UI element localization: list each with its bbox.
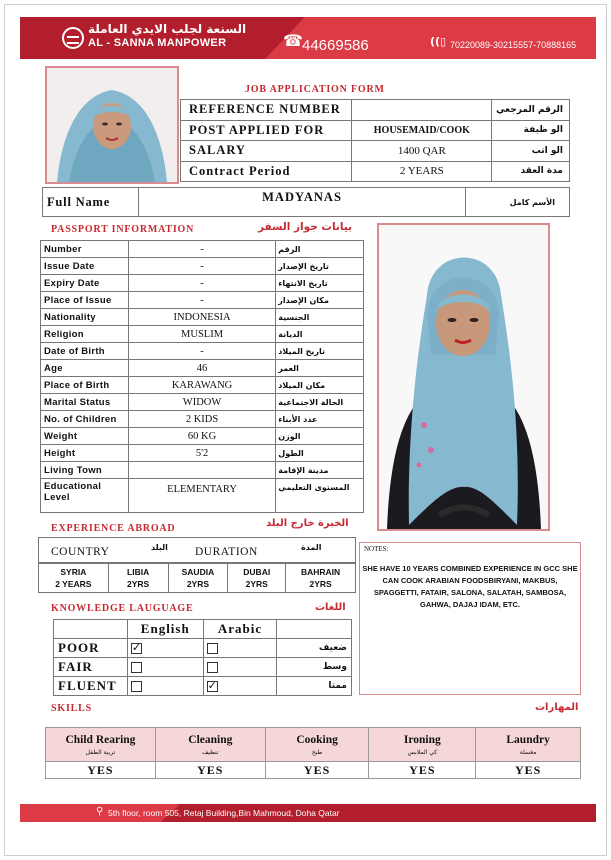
table-row xyxy=(41,343,364,360)
notes-label: NOTES: xyxy=(364,545,389,553)
header-banner xyxy=(20,17,596,59)
pp-label: No. of Children xyxy=(41,411,129,428)
contract-value: 2 YEARS xyxy=(352,161,492,182)
level-label-ar: وسط xyxy=(277,658,352,677)
pp-label: Religion xyxy=(41,326,129,343)
skills-title-ar: المهارات xyxy=(535,702,579,713)
table-row xyxy=(41,377,364,394)
pp-value: 46 xyxy=(128,360,275,377)
pp-label: Educational Level xyxy=(41,479,129,513)
pp-value: - xyxy=(128,275,275,292)
applicant-photo-full xyxy=(377,223,550,531)
skill-name: Child Rearing xyxy=(65,733,136,746)
applicant-photo-small xyxy=(45,66,179,184)
pp-value: KARAWANG xyxy=(128,377,275,394)
pp-value: - xyxy=(128,258,275,275)
language-title: KNOWLEDGE LAUGUAGE xyxy=(51,603,194,614)
table-row xyxy=(41,258,364,275)
logo-arabic: السنعة لجلب الايدي العاملة xyxy=(88,22,247,36)
country-label-ar: البلد xyxy=(151,543,168,552)
level-label: POOR xyxy=(54,639,128,658)
table-row xyxy=(41,394,364,411)
pp-value: 60 KG xyxy=(128,428,275,445)
pp-label: Place of Birth xyxy=(41,377,129,394)
pp-label-ar: الوزن xyxy=(276,428,364,445)
english-cell xyxy=(127,658,203,677)
skill-name-ar: كي الملابس xyxy=(407,748,438,756)
table-row xyxy=(181,100,570,121)
experience-years: 2YRS xyxy=(309,579,332,589)
pp-value xyxy=(128,462,275,479)
table-row xyxy=(46,762,581,779)
pp-value: ELEMENTARY xyxy=(128,479,275,513)
experience-country: SYRIA xyxy=(60,567,87,577)
pp-value: MUSLIM xyxy=(128,326,275,343)
full-name-table xyxy=(42,187,570,217)
salary-label: SALARY xyxy=(181,141,352,162)
notes-text: SHE HAVE 10 YEARS COMBINED EXPERIENCE IN GCC SHE CAN COOK ARABIAN FOODSBIRYANI, MAKBUS, SPAGGETTI, FATAIR, SALONA, SALATAH, SAMBOSA, GAHWA, DAJAJ IDAM, ETC. xyxy=(362,564,578,609)
pp-label-ar: تاريخ الميلاد xyxy=(276,343,364,360)
skill-value: YES xyxy=(369,762,476,779)
checkbox-icon[interactable] xyxy=(131,681,142,692)
passport-table xyxy=(40,240,364,513)
pp-label: Nationality xyxy=(41,309,129,326)
table-row xyxy=(181,141,570,162)
arabic-cell xyxy=(203,658,277,677)
salary-value: 1400 QAR xyxy=(352,141,492,162)
skill-name: Laundry xyxy=(506,733,550,746)
table-row xyxy=(46,728,581,762)
pp-value: - xyxy=(128,292,275,309)
table-row xyxy=(41,411,364,428)
experience-country: BAHRAIN xyxy=(300,567,341,577)
english-cell xyxy=(127,639,203,658)
full-name-label-ar: الأسم كامل xyxy=(466,188,570,217)
table-row xyxy=(41,326,364,343)
checkbox-icon[interactable] xyxy=(207,662,218,673)
skill-name: Cooking xyxy=(296,733,338,746)
mobile-numbers: 70220089-30215557-70888165 xyxy=(450,40,577,50)
pp-label: Date of Birth xyxy=(41,343,129,360)
table-row xyxy=(54,677,352,696)
experience-years: 2YRS xyxy=(245,579,268,589)
mobile-icon: ((▯ xyxy=(430,35,447,48)
level-label: FAIR xyxy=(54,658,128,677)
table-row xyxy=(41,462,364,479)
pp-label: Living Town xyxy=(41,462,129,479)
pp-label-ar: المستوى التعليمي xyxy=(276,479,364,513)
post-value: HOUSEMAID/COOK xyxy=(352,120,492,141)
table-row xyxy=(41,479,364,513)
checkbox-checked-icon[interactable] xyxy=(207,681,218,692)
contract-label: Contract Period xyxy=(181,161,352,182)
arabic-header: Arabic xyxy=(203,620,277,639)
table-row xyxy=(41,292,364,309)
skill-name-ar: طبخ xyxy=(311,748,323,756)
phone-icon: ☎ xyxy=(283,31,303,50)
skill-name: Cleaning xyxy=(188,733,233,746)
pp-label-ar: تاريخ الإصدار xyxy=(276,258,364,275)
table-row xyxy=(54,639,352,658)
location-pin-icon: ⚲ xyxy=(96,806,104,817)
experience-cell xyxy=(228,564,286,593)
pp-label-ar: عدد الأبناء xyxy=(276,411,364,428)
experience-years: 2YRS xyxy=(186,579,210,589)
full-name-value: MADYANAS xyxy=(138,188,465,217)
pp-value: INDONESIA xyxy=(128,309,275,326)
skill-header xyxy=(476,728,581,762)
pp-label-ar: تاريخ الانتهاء xyxy=(276,275,364,292)
experience-cell xyxy=(286,564,356,593)
pp-label-ar: الطول xyxy=(276,445,364,462)
experience-header xyxy=(38,537,356,563)
language-table xyxy=(53,619,352,696)
experience-table xyxy=(38,563,356,593)
experience-country: SAUDIA xyxy=(181,567,215,577)
pp-value: 2 KIDS xyxy=(128,411,275,428)
table-row xyxy=(41,428,364,445)
pp-label-ar: الجنسية xyxy=(276,309,364,326)
pp-label: Height xyxy=(41,445,129,462)
level-label: FLUENT xyxy=(54,677,128,696)
pp-label: Issue Date xyxy=(41,258,129,275)
pp-label: Place of Issue xyxy=(41,292,129,309)
table-row xyxy=(181,161,570,182)
skill-value: YES xyxy=(265,762,369,779)
experience-title-ar: الخبرة خارج البلد xyxy=(266,518,349,529)
ref-label: REFERENCE NUMBER xyxy=(181,100,352,121)
skill-header xyxy=(155,728,265,762)
language-corner xyxy=(54,620,128,639)
experience-cell xyxy=(168,564,228,593)
skill-name-ar: تنظيف xyxy=(202,748,219,756)
pp-value: WIDOW xyxy=(128,394,275,411)
post-label: POST APPLIED FOR xyxy=(181,120,352,141)
logo-english: AL - SANNA MANPOWER xyxy=(88,37,227,49)
phone-number: 44669586 xyxy=(302,37,369,54)
footer-address: 5th floor, room 505, Retaj Building,Bin Mahmoud, Doha Qatar xyxy=(108,808,340,818)
globe-logo-icon xyxy=(62,27,84,49)
english-cell xyxy=(127,677,203,696)
level-label-ar: ممتا xyxy=(277,677,352,696)
pp-label: Expiry Date xyxy=(41,275,129,292)
skill-header xyxy=(369,728,476,762)
pp-label: Number xyxy=(41,241,129,258)
checkbox-icon[interactable] xyxy=(207,643,218,654)
duration-label: DURATION xyxy=(195,546,258,558)
table-row xyxy=(41,445,364,462)
table-row xyxy=(41,241,364,258)
skill-value: YES xyxy=(476,762,581,779)
pp-label-ar: مكان الإصدار xyxy=(276,292,364,309)
experience-years: 2 YEARS xyxy=(55,579,92,589)
table-row xyxy=(41,360,364,377)
pp-label: Age xyxy=(41,360,129,377)
arabic-cell xyxy=(203,639,277,658)
experience-country: DUBAI xyxy=(243,567,271,577)
reference-table xyxy=(180,99,570,182)
country-label: COUNTRY xyxy=(51,546,110,558)
passport-title-ar: بيانات جواز السفر xyxy=(258,221,353,233)
skills-table xyxy=(45,727,581,779)
passport-title: PASSPORT INFORMATION xyxy=(51,224,195,235)
experience-cell xyxy=(39,564,109,593)
experience-years: 2YRS xyxy=(127,579,150,589)
pp-label: Marital Status xyxy=(41,394,129,411)
table-row xyxy=(43,188,570,217)
checkbox-icon[interactable] xyxy=(131,662,142,673)
post-label-ar: الو ظيفة xyxy=(492,120,570,141)
experience-country: LIBIA xyxy=(127,567,150,577)
form-title: JOB APPLICATION FORM xyxy=(245,84,385,95)
skill-name-ar: مغسلة xyxy=(519,748,537,756)
salary-label-ar: الو اتب xyxy=(492,141,570,162)
duration-label-ar: المدة xyxy=(301,543,322,552)
table-row xyxy=(41,275,364,292)
pp-value: - xyxy=(128,343,275,360)
ref-label-ar: الرقم المرجعي xyxy=(492,100,570,121)
experience-cell xyxy=(108,564,168,593)
ref-value xyxy=(352,100,492,121)
checkbox-checked-icon[interactable] xyxy=(131,643,142,654)
pp-value: - xyxy=(128,241,275,258)
contract-label-ar: مدة العقد xyxy=(492,161,570,182)
pp-value: 5'2 xyxy=(128,445,275,462)
arabic-cell xyxy=(203,677,277,696)
full-name-label: Full Name xyxy=(43,188,139,217)
skill-value: YES xyxy=(155,762,265,779)
english-header: English xyxy=(127,620,203,639)
table-row xyxy=(181,120,570,141)
table-row xyxy=(54,620,352,639)
table-row xyxy=(39,564,356,593)
skills-title: SKILLS xyxy=(51,703,92,714)
table-row xyxy=(41,309,364,326)
pp-label-ar: مدينة الإقامة xyxy=(276,462,364,479)
experience-title: EXPERIENCE ABROAD xyxy=(51,523,176,534)
language-title-ar: اللغات xyxy=(315,602,346,613)
pp-label-ar: الحالة الاجتماعية xyxy=(276,394,364,411)
pp-label-ar: الديانة xyxy=(276,326,364,343)
skill-header xyxy=(46,728,156,762)
skill-name: Ironing xyxy=(403,733,441,746)
notes-box xyxy=(359,542,581,695)
pp-label: Weight xyxy=(41,428,129,445)
pp-label-ar: الرقم xyxy=(276,241,364,258)
skill-header xyxy=(265,728,369,762)
skill-name-ar: تربية الطفل xyxy=(85,748,116,756)
skill-value: YES xyxy=(46,762,156,779)
table-row xyxy=(54,658,352,677)
level-label-ar: ضعيف xyxy=(277,639,352,658)
pp-label-ar: العمر xyxy=(276,360,364,377)
pp-label-ar: مكان الميلاد xyxy=(276,377,364,394)
language-ar-corner xyxy=(277,620,352,639)
footer-banner xyxy=(20,804,596,822)
